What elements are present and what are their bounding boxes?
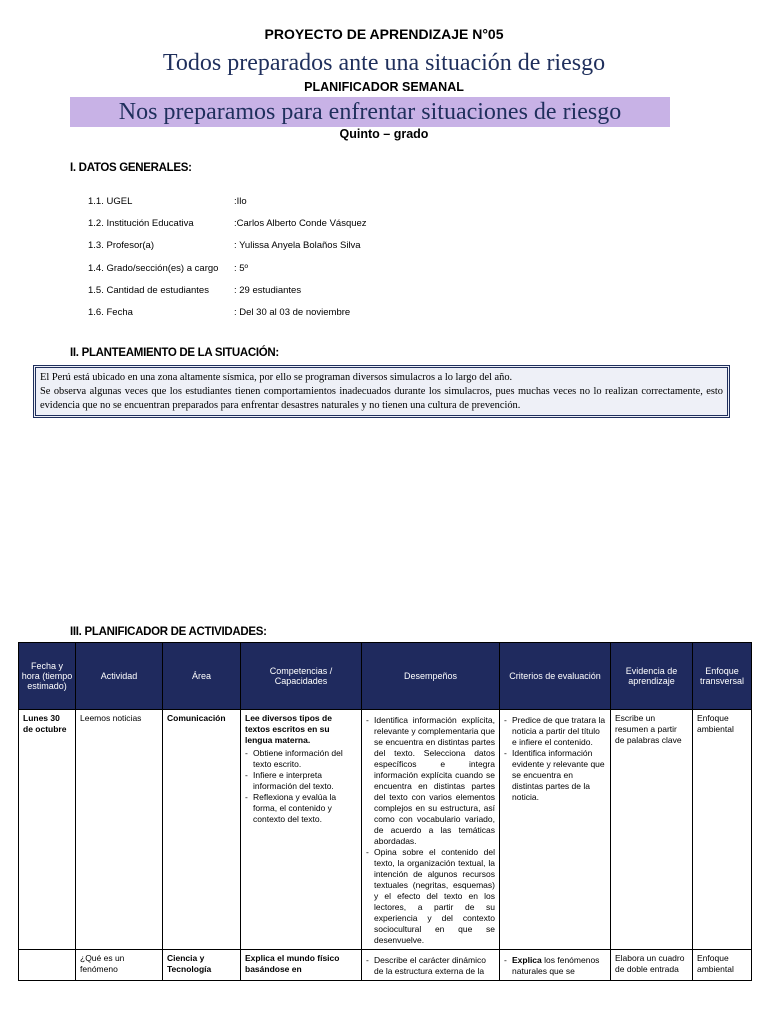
project-title: Todos preparados ante una situación de riesgo: [162, 50, 606, 76]
column-header: Evidencia de aprendizaje: [611, 643, 693, 710]
general-data-value: :Carlos Alberto Conde Vásquez: [234, 218, 367, 229]
criteria-item: - Predice de que tratara la noticia a partir del título e infiere el contenido.: [512, 715, 606, 748]
cell-date: Lunes 30 de octubre: [19, 710, 76, 950]
general-data-label: 1.5. Cantidad de estudiantes: [88, 285, 209, 296]
situation-paragraph: El Perú está ubicado en una zona altamente sísmica, por ello se programan diversos simulacros a lo largo del año.: [40, 372, 513, 383]
general-data-value: : 29 estudiantes: [234, 285, 302, 296]
general-data-label: 1.4. Grado/sección(es) a cargo: [88, 263, 219, 274]
section-heading-situation: II. PLANTEAMIENTO DE LA SITUACIÓN:: [70, 347, 279, 359]
planner-label: PLANIFICADOR SEMANAL: [304, 80, 464, 94]
competence-title: Lee diversos tipos de textos escritos en su lengua materna.: [245, 713, 332, 745]
general-data-value: :Ilo: [234, 196, 247, 207]
criteria-text: los fenómenos naturales que se: [512, 955, 600, 976]
criteria-verb: Explica: [512, 955, 542, 965]
cell-approach: Enfoque ambiental: [693, 950, 752, 981]
situation-paragraph: Se observa algunas veces que los estudiantes tienen comportamientos inadecuados durante los simulacros, pues muchas veces no lo realizan correctamente, esto evidencia que no se encuentran preparados para enfrentar desastres naturales y no tienen una cultura de prevención.: [40, 386, 723, 411]
cell-approach: Enfoque ambiental: [693, 710, 752, 950]
cell-performances: [362, 950, 500, 981]
column-header: Desempeños: [362, 643, 500, 710]
general-data-label: 1.1. UGEL: [88, 196, 133, 207]
general-data-value: : 5º: [234, 263, 249, 274]
cell-date: [19, 950, 76, 981]
capacity-item: - Reflexiona y evalúa la forma, el contenido y contexto del texto.: [253, 792, 357, 825]
cell-activity: Leemos noticias: [76, 710, 163, 950]
section-heading-activities: III. PLANIFICADOR DE ACTIVIDADES:: [70, 626, 267, 638]
criteria-item: [512, 955, 606, 977]
column-header: Fecha y hora (tiempo estimado): [19, 643, 76, 710]
cell-criteria: [500, 950, 611, 981]
table-row: [19, 950, 752, 981]
general-data-label: 1.2. Institución Educativa: [88, 218, 194, 229]
situation-box: [33, 365, 730, 418]
general-data-label: 1.6. Fecha: [88, 307, 133, 318]
table-row: [19, 710, 752, 950]
cell-evidence: Elabora un cuadro de doble entrada: [611, 950, 693, 981]
cell-area: Comunicación: [163, 710, 241, 950]
week-title: Nos preparamos para enfrentar situaciones de riesgo: [70, 97, 670, 127]
cell-competence: [241, 710, 362, 950]
performance-item: - Identifica información explícita, relevante y complementaria que se encuentra en distintas partes del texto. Selecciona datos específicos e integra información explícita cuando se encuentra en distintas partes del texto con varios elementos complejos en su estructura, así como con vocabulario variado, de acuerdo a las temáticas abordadas.: [374, 715, 495, 847]
cell-evidence: Escribe un resumen a partir de palabras clave: [611, 710, 693, 950]
cell-performances: [362, 710, 500, 950]
general-data-value: : Yulissa Anyela Bolaños Silva: [234, 240, 361, 251]
table-header-row: [19, 643, 752, 710]
column-header: Área: [163, 643, 241, 710]
column-header: Enfoque transversal: [693, 643, 752, 710]
general-data-value: : Del 30 al 03 de noviembre: [234, 307, 351, 318]
activities-table: [18, 642, 752, 981]
column-header: Competencias / Capacidades: [241, 643, 362, 710]
capacity-item: - Infiere e interpreta información del texto.: [253, 770, 357, 792]
grade-label: Quinto – grado: [339, 127, 429, 141]
column-header: Actividad: [76, 643, 163, 710]
general-data-label: 1.3. Profesor(a): [88, 240, 154, 251]
cell-competence: Explica el mundo físico basándose en: [241, 950, 362, 981]
project-number: PROYECTO DE APRENDIZAJE N°05: [264, 26, 504, 42]
cell-activity: ¿Qué es un fenómeno: [76, 950, 163, 981]
cell-area: Ciencia y Tecnología: [163, 950, 241, 981]
cell-criteria: [500, 710, 611, 950]
capacity-item: - Obtiene información del texto escrito.: [253, 748, 357, 770]
section-heading-general-data: I. DATOS GENERALES:: [70, 162, 192, 174]
column-header: Criterios de evaluación: [500, 643, 611, 710]
performance-item: - Opina sobre el contenido del texto, la organización textual, la intención de algunos recursos textuales (negritas, esquemas) y el efecto del texto en los lectores, a partir de su experiencia y del contexto sociocultural en que se desenvuelve.: [374, 847, 495, 946]
performance-item: - Describe el carácter dinámico de la estructura externa de la: [374, 955, 495, 977]
criteria-item: - Identifica información evidente y relevante que se encuentra en distintas partes de la noticia.: [512, 748, 606, 803]
